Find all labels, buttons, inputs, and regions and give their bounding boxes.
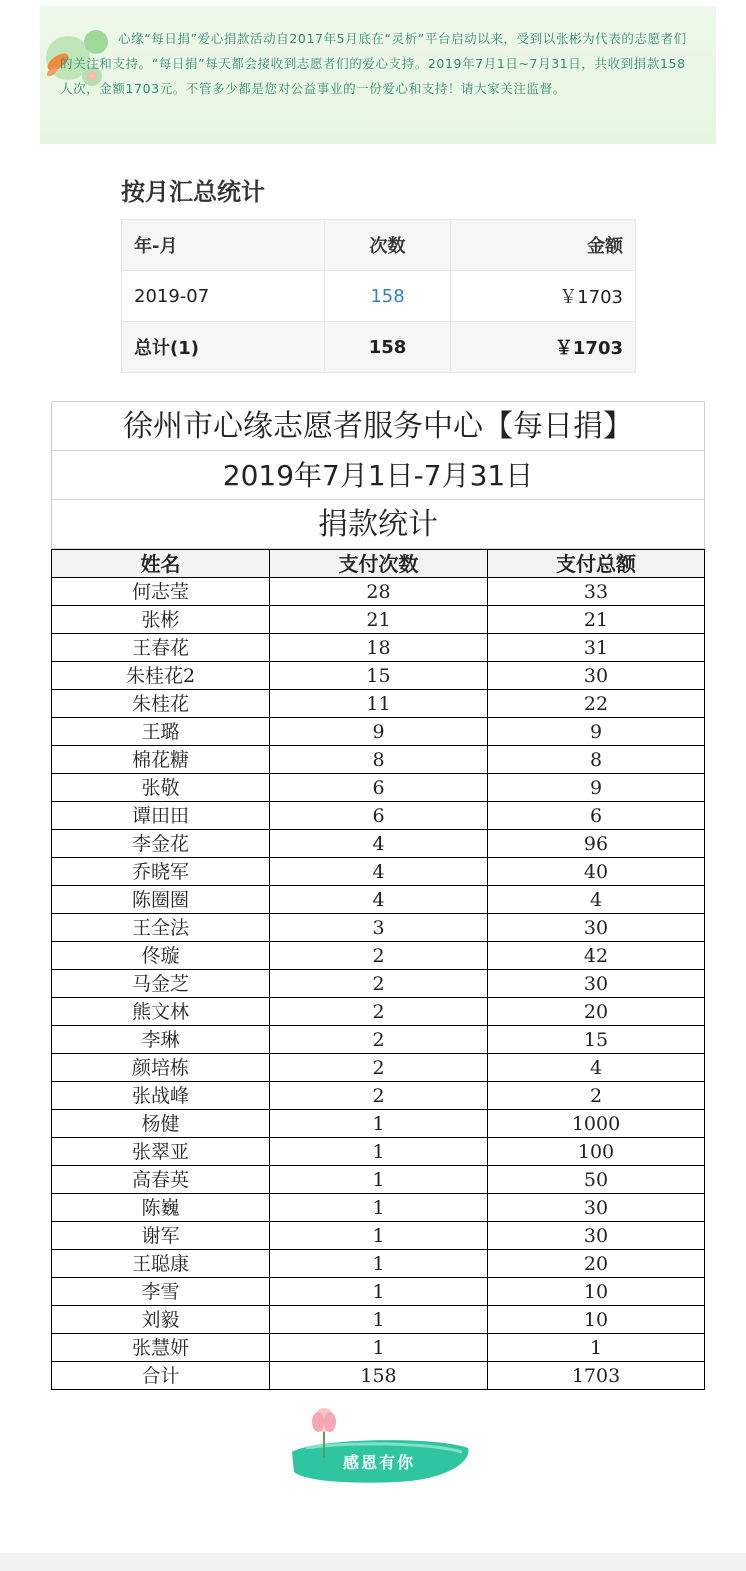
donor-name-cell: 朱桂花2 — [52, 662, 270, 690]
table-row — [52, 1026, 705, 1054]
table-row — [52, 942, 705, 970]
payment-times-cell: 6 — [270, 774, 488, 802]
donor-name-cell: 颜培栋 — [52, 1054, 270, 1082]
payment-total-cell: 6 — [488, 802, 705, 830]
badge-label: 感恩有你 — [342, 1453, 415, 1472]
payment-total-cell: 1 — [488, 1334, 705, 1362]
table-row — [52, 1110, 705, 1138]
donor-name-cell: 高春英 — [52, 1166, 270, 1194]
payment-total-cell: 30 — [488, 970, 705, 998]
donor-name-cell: 杨健 — [52, 1110, 270, 1138]
total-label: 总计(1) — [122, 322, 325, 373]
donor-name-cell: 王璐 — [52, 718, 270, 746]
payment-total-cell: 42 — [488, 942, 705, 970]
payment-total-cell: 20 — [488, 998, 705, 1026]
payment-times-cell: 1 — [270, 1334, 488, 1362]
table-row — [52, 1278, 705, 1306]
table-row — [52, 858, 705, 886]
donor-name-cell: 张慧妍 — [52, 1334, 270, 1362]
donations-total-row — [52, 1362, 705, 1390]
donor-name-cell: 张彬 — [52, 606, 270, 634]
payment-times-cell: 3 — [270, 914, 488, 942]
payment-times-cell: 1 — [270, 1222, 488, 1250]
table-row — [52, 634, 705, 662]
summary-total-row — [122, 322, 636, 373]
amount-header: 金额 — [451, 220, 636, 271]
count-header: 次数 — [325, 220, 451, 271]
donor-name-cell: 王春花 — [52, 634, 270, 662]
footer-bar — [0, 1553, 746, 1571]
intro-text: 心缘“每日捐”爱心捐款活动自2017年5月底在“灵析”平台启动以来，受到以张彬为代表的志愿者们的关注和支持。“每日捐”每天都会接收到志愿者们的爱心支持。2019年7月1日~7月31日，共收到捐款158人次，金额1703元。不管多少都是您对公益事业的一份爱心和支持！请大家关注监督。 — [60, 31, 687, 96]
summary-header-row — [122, 220, 636, 271]
payment-total-cell: 100 — [488, 1138, 705, 1166]
payment-times-cell: 4 — [270, 858, 488, 886]
payment-times-cell: 4 — [270, 886, 488, 914]
payment-times-cell: 4 — [270, 830, 488, 858]
payment-total-cell: 15 — [488, 1026, 705, 1054]
payment-total-cell: 20 — [488, 1250, 705, 1278]
payment-total-cell: 4 — [488, 886, 705, 914]
sum-label: 合计 — [52, 1362, 270, 1390]
thanks-badge — [286, 1402, 472, 1488]
payment-total-cell: 9 — [488, 774, 705, 802]
donor-name-cell: 马金芝 — [52, 970, 270, 998]
donor-name-cell: 张战峰 — [52, 1082, 270, 1110]
count-link[interactable] — [325, 271, 451, 322]
payment-times-cell: 15 — [270, 662, 488, 690]
payment-total-cell: 30 — [488, 1222, 705, 1250]
table-row — [52, 886, 705, 914]
payment-total-cell: 30 — [488, 1194, 705, 1222]
donor-name-cell: 张翠亚 — [52, 1138, 270, 1166]
donations-header-row — [52, 550, 705, 578]
total-column-header: 支付总额 — [488, 550, 705, 578]
table-row — [52, 606, 705, 634]
month-cell: 2019-07 — [122, 271, 325, 322]
payment-times-cell: 1 — [270, 1194, 488, 1222]
amount-cell: ￥1703 — [451, 271, 636, 322]
table-row — [52, 970, 705, 998]
donor-name-cell: 李琳 — [52, 1026, 270, 1054]
summary-title: 按月汇总统计 — [121, 178, 265, 206]
payment-times-cell: 2 — [270, 1026, 488, 1054]
summary-row — [122, 271, 636, 322]
payment-times-cell: 1 — [270, 1138, 488, 1166]
payment-times-cell: 1 — [270, 1278, 488, 1306]
donor-name-cell: 何志莹 — [52, 578, 270, 606]
donor-name-cell: 王全法 — [52, 914, 270, 942]
donor-name-cell: 乔晓军 — [52, 858, 270, 886]
summary-table — [121, 219, 636, 373]
payment-times-cell: 21 — [270, 606, 488, 634]
payment-total-cell: 10 — [488, 1306, 705, 1334]
payment-times-cell: 1 — [270, 1250, 488, 1278]
payment-total-cell: 10 — [488, 1278, 705, 1306]
donor-name-cell: 张敬 — [52, 774, 270, 802]
sum-times: 158 — [270, 1362, 488, 1390]
donations-body — [52, 578, 705, 1362]
lotus-brush-icon — [286, 1402, 472, 1488]
payment-total-cell: 21 — [488, 606, 705, 634]
payment-times-cell: 1 — [270, 1110, 488, 1138]
donor-name-cell: 王聪康 — [52, 1250, 270, 1278]
table-row — [52, 774, 705, 802]
payment-total-cell: 9 — [488, 718, 705, 746]
table-row — [52, 1082, 705, 1110]
sum-amount: 1703 — [488, 1362, 705, 1390]
payment-total-cell: 30 — [488, 914, 705, 942]
donor-name-cell: 李金花 — [52, 830, 270, 858]
payment-times-cell: 11 — [270, 690, 488, 718]
times-column-header: 支付次数 — [270, 550, 488, 578]
payment-total-cell: 1000 — [488, 1110, 705, 1138]
payment-total-cell: 8 — [488, 746, 705, 774]
table-row — [52, 1166, 705, 1194]
donor-name-cell: 李雪 — [52, 1278, 270, 1306]
payment-times-cell: 1 — [270, 1166, 488, 1194]
donor-name-cell: 陈圈圈 — [52, 886, 270, 914]
table-row — [52, 1334, 705, 1362]
table-row — [52, 998, 705, 1026]
payment-times-cell: 8 — [270, 746, 488, 774]
table-row — [52, 1138, 705, 1166]
payment-total-cell: 33 — [488, 578, 705, 606]
table-row — [52, 1306, 705, 1334]
donor-name-cell: 陈巍 — [52, 1194, 270, 1222]
table-row — [52, 690, 705, 718]
table-row — [52, 914, 705, 942]
table-row — [52, 1194, 705, 1222]
donor-name-cell: 谢军 — [52, 1222, 270, 1250]
total-count: 158 — [325, 322, 451, 373]
payment-times-cell: 18 — [270, 634, 488, 662]
table-row — [52, 802, 705, 830]
table-row — [52, 718, 705, 746]
table-row — [52, 1250, 705, 1278]
table-row — [52, 578, 705, 606]
intro-banner — [40, 6, 716, 144]
donation-stats — [51, 401, 705, 1390]
name-column-header: 姓名 — [52, 550, 270, 578]
donor-name-cell: 朱桂花 — [52, 690, 270, 718]
payment-total-cell: 30 — [488, 662, 705, 690]
payment-times-cell: 2 — [270, 942, 488, 970]
org-title: 徐州市心缘志愿者服务中心【每日捐】 — [52, 402, 704, 451]
payment-times-cell: 6 — [270, 802, 488, 830]
table-row — [52, 830, 705, 858]
payment-total-cell: 96 — [488, 830, 705, 858]
payment-total-cell: 2 — [488, 1082, 705, 1110]
donor-name-cell: 佟璇 — [52, 942, 270, 970]
donations-table — [51, 549, 705, 1390]
payment-total-cell: 50 — [488, 1166, 705, 1194]
donor-name-cell: 熊文林 — [52, 998, 270, 1026]
table-row — [52, 746, 705, 774]
payment-times-cell: 9 — [270, 718, 488, 746]
period-title: 2019年7月1日-7月31日 — [52, 451, 704, 500]
stats-subtitle: 捐款统计 — [52, 500, 704, 549]
total-amount: ￥1703 — [451, 322, 636, 373]
payment-times-cell: 2 — [270, 998, 488, 1026]
count-link-text[interactable]: 158 — [370, 285, 405, 307]
payment-total-cell: 31 — [488, 634, 705, 662]
stats-header — [51, 401, 705, 549]
payment-times-cell: 1 — [270, 1306, 488, 1334]
payment-total-cell: 4 — [488, 1054, 705, 1082]
month-header: 年-月 — [122, 220, 325, 271]
table-row — [52, 1222, 705, 1250]
payment-times-cell: 2 — [270, 1082, 488, 1110]
donor-name-cell: 谭田田 — [52, 802, 270, 830]
table-row — [52, 662, 705, 690]
payment-times-cell: 28 — [270, 578, 488, 606]
payment-total-cell: 22 — [488, 690, 705, 718]
table-row — [52, 1054, 705, 1082]
payment-total-cell: 40 — [488, 858, 705, 886]
payment-times-cell: 2 — [270, 1054, 488, 1082]
donor-name-cell: 棉花糖 — [52, 746, 270, 774]
donor-name-cell: 刘毅 — [52, 1306, 270, 1334]
payment-times-cell: 2 — [270, 970, 488, 998]
